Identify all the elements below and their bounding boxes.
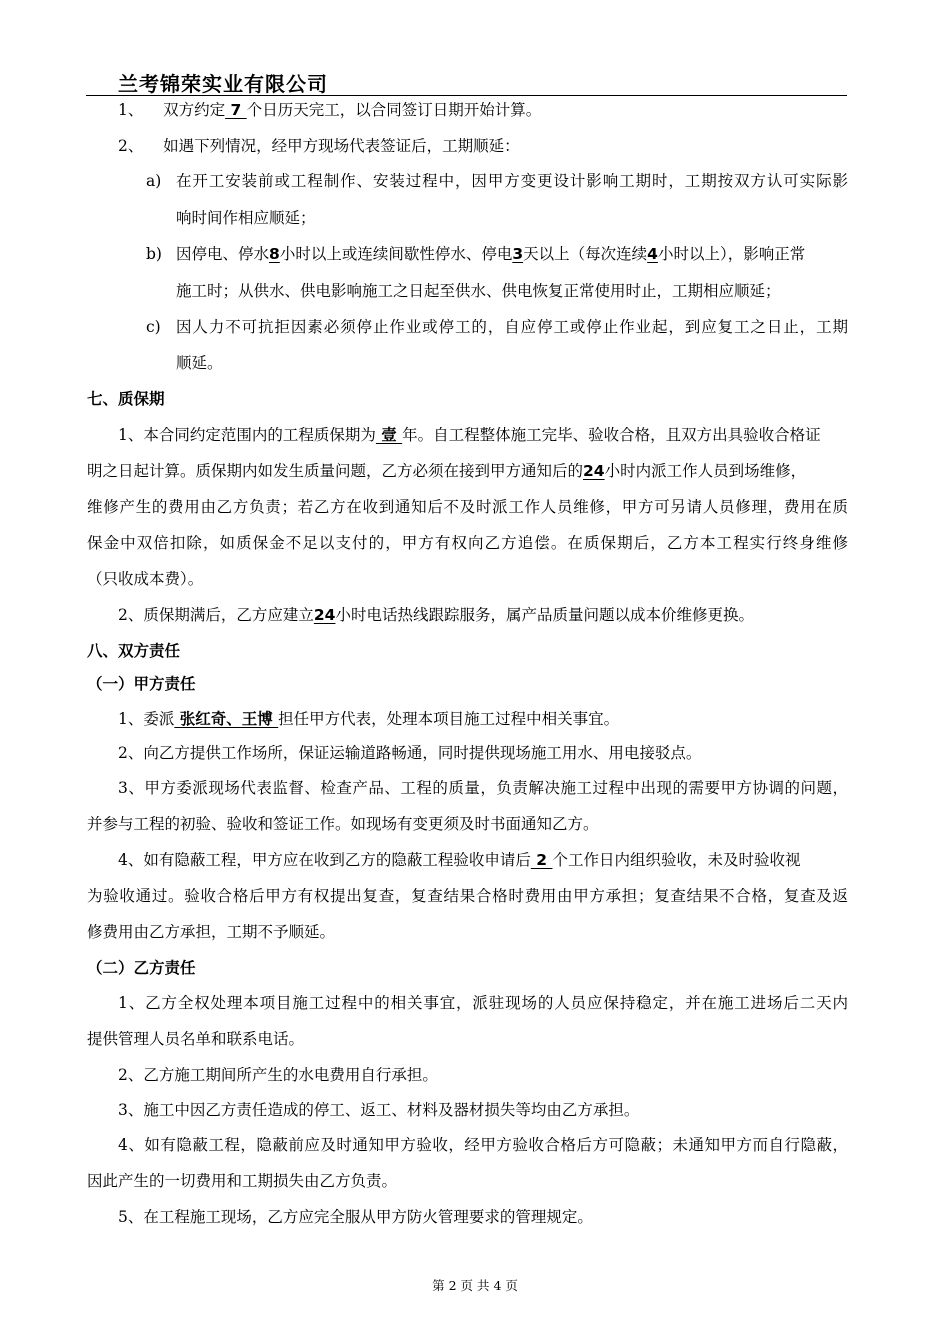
schedule-item-b-mark: b) (146, 245, 162, 263)
party-b-heading: （二）乙方责任 (87, 959, 196, 977)
party-b-p2: 2、乙方施工期间所产生的水电费用自行承担。 (118, 1066, 438, 1084)
duties-heading: 八、双方责任 (87, 642, 181, 660)
party-a-p4-line2: 为验收通过。验收合格后甲方有权提出复查，复查结果合格时费用由甲方承担；复查结果不合格，复查及返 (87, 887, 848, 905)
schedule-item-1: 1、 双方约定 7 个日历天完工，以合同签订日期开始计算。 (118, 101, 542, 119)
warranty-heading: 七、质保期 (87, 390, 165, 408)
party-b-p4-line1: 4、如有隐蔽工程，隐蔽前应及时通知甲方验收，经甲方验收合格后方可隐蔽；未通知甲方而自行隐蔽， (118, 1136, 848, 1154)
company-header: 兰考锦荣实业有限公司 (118, 72, 328, 96)
party-a-representatives: 张红奇、王博 (174, 710, 279, 728)
party-a-p4-line1: 4、如有隐蔽工程，甲方应在收到乙方的隐蔽工程验收申请后 2 个工作日内组织验收，未及时验收视 (118, 851, 801, 869)
schedule-item-2: 2、 如遇下列情况，经甲方现场代表签证后，工期顺延： (118, 137, 520, 155)
schedule-item-c-line2: 顺延。 (176, 354, 223, 372)
party-a-p4-line3: 修费用由乙方承担，工期不予顺延。 (87, 923, 336, 941)
warranty-p1-line4: 保金中双倍扣除，如质保金不足以支付的，甲方有权向乙方追偿。在质保期后，乙方本工程实行终身维修 (87, 534, 848, 552)
completion-days: 7 (225, 101, 247, 119)
schedule-item-a-mark: a) (146, 172, 162, 190)
party-b-p1-line1: 1、乙方全权处理本项目施工过程中的相关事宜，派驻现场的人员应保持稳定，并在施工进场后二天内 (118, 994, 848, 1012)
warranty-p1-line3: 维修产生的费用由乙方负责；若乙方在收到通知后不及时派工作人员维修，甲方可另请人员修理，费用在质 (87, 498, 848, 516)
party-a-heading: （一）甲方责任 (87, 675, 196, 693)
schedule-item-b-line2: 施工时；从供水、供电影响施工之日起至供水、供电恢复正常使用时止，工期相应顺延； (176, 282, 781, 300)
party-b-p5: 5、在工程施工现场，乙方应完全服从甲方防火管理要求的管理规定。 (118, 1208, 593, 1226)
schedule-item-c-mark: c) (146, 318, 161, 336)
party-a-p2: 2、向乙方提供工作场所，保证运输道路畅通，同时提供现场施工用水、用电接驳点。 (118, 744, 702, 762)
schedule-item-a-line2: 响时间作相应顺延； (176, 209, 316, 227)
party-b-p4-line2: 因此产生的一切费用和工期损失由乙方负责。 (87, 1172, 398, 1190)
warranty-years: 壹 (375, 426, 403, 444)
warranty-p1-line2: 明之日起计算。质保期内如发生质量问题，乙方必须在接到甲方通知后的24小时内派工作人员到场维修， (87, 462, 807, 480)
warranty-p1-line5: （只收成本费）。 (87, 570, 204, 588)
header-divider (86, 95, 847, 96)
schedule-item-b-line1: 因停电、停水8小时以上或连续间歇性停水、停电3天以上（每次连续4小时以上），影响正常 (176, 245, 806, 263)
party-b-p1-line2: 提供管理人员名单和联系电话。 (87, 1030, 305, 1048)
warranty-p1-line1: 1、本合同约定范围内的工程质保期为 壹 年。自工程整体施工完毕、验收合格，且双方出具验收合格证 (118, 426, 821, 444)
party-b-p3: 3、施工中因乙方责任造成的停工、返工、材料及器材损失等均由乙方承担。 (118, 1101, 640, 1119)
party-a-p1: 1、委派 张红奇、王博 担任甲方代表，处理本项目施工过程中相关事宜。 (118, 710, 620, 728)
party-a-p3-line2: 并参与工程的初验、验收和签证工作。如现场有变更须及时书面通知乙方。 (87, 815, 599, 833)
page-number-footer: 第 2 页 共 4 页 (432, 1278, 518, 1293)
warranty-p2: 2、质保期满后，乙方应建立24小时电话热线跟踪服务，属产品质量问题以成本价维修更换。 (118, 606, 754, 624)
schedule-item-a-line1: 在开工安装前或工程制作、安装过程中，因甲方变更设计影响工期时，工期按双方认可实际影 (176, 172, 848, 190)
party-a-p3-line1: 3、甲方委派现场代表监督、检查产品、工程的质量，负责解决施工过程中出现的需要甲方协调的问题， (118, 779, 848, 797)
schedule-item-c-line1: 因人力不可抗拒因素必须停止作业或停工的，自应停工或停止作业起，到应复工之日止，工期 (176, 318, 848, 336)
